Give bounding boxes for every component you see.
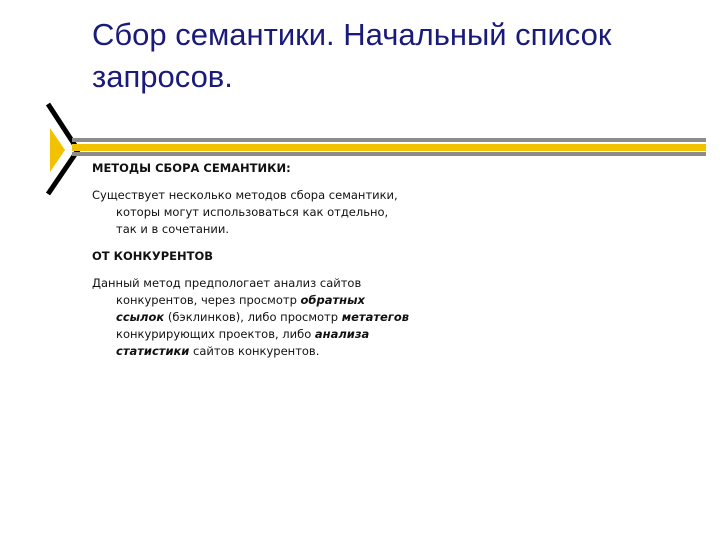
- heading-methods: МЕТОДЫ СБОРА СЕМАНТИКИ:: [92, 161, 291, 175]
- top-gray-rule: [72, 138, 706, 142]
- yellow-rule: [72, 144, 706, 151]
- slide-title: Сбор семантики. Начальный список запросов.: [92, 17, 612, 94]
- emphasis-backlinks: обратных ссылок: [116, 293, 365, 324]
- yellow-chevron-shape: [50, 128, 65, 172]
- heading-competitors: ОТ КОНКУРЕНТОВ: [92, 249, 213, 263]
- paragraph-competitors: [92, 275, 412, 360]
- slide-content: [92, 160, 412, 370]
- emphasis-statistics: анализа статистики: [116, 327, 370, 358]
- paragraph-text: (бэклинков), либо просмотр: [164, 310, 342, 324]
- paragraph-text: сайтов конкурентов.: [189, 344, 320, 358]
- bottom-gray-rule: [72, 152, 706, 156]
- paragraph-methods: Существует несколько методов сбора семантики, которы могут использоваться как отдельно, так и в сочетании.: [92, 188, 398, 236]
- emphasis-metatags: метатегов: [341, 310, 409, 324]
- paragraph-text: Данный метод предпологает анализ сайтов конкурентов, через просмотр: [92, 276, 362, 307]
- paragraph-text: конкурирующих проектов, либо: [116, 327, 315, 341]
